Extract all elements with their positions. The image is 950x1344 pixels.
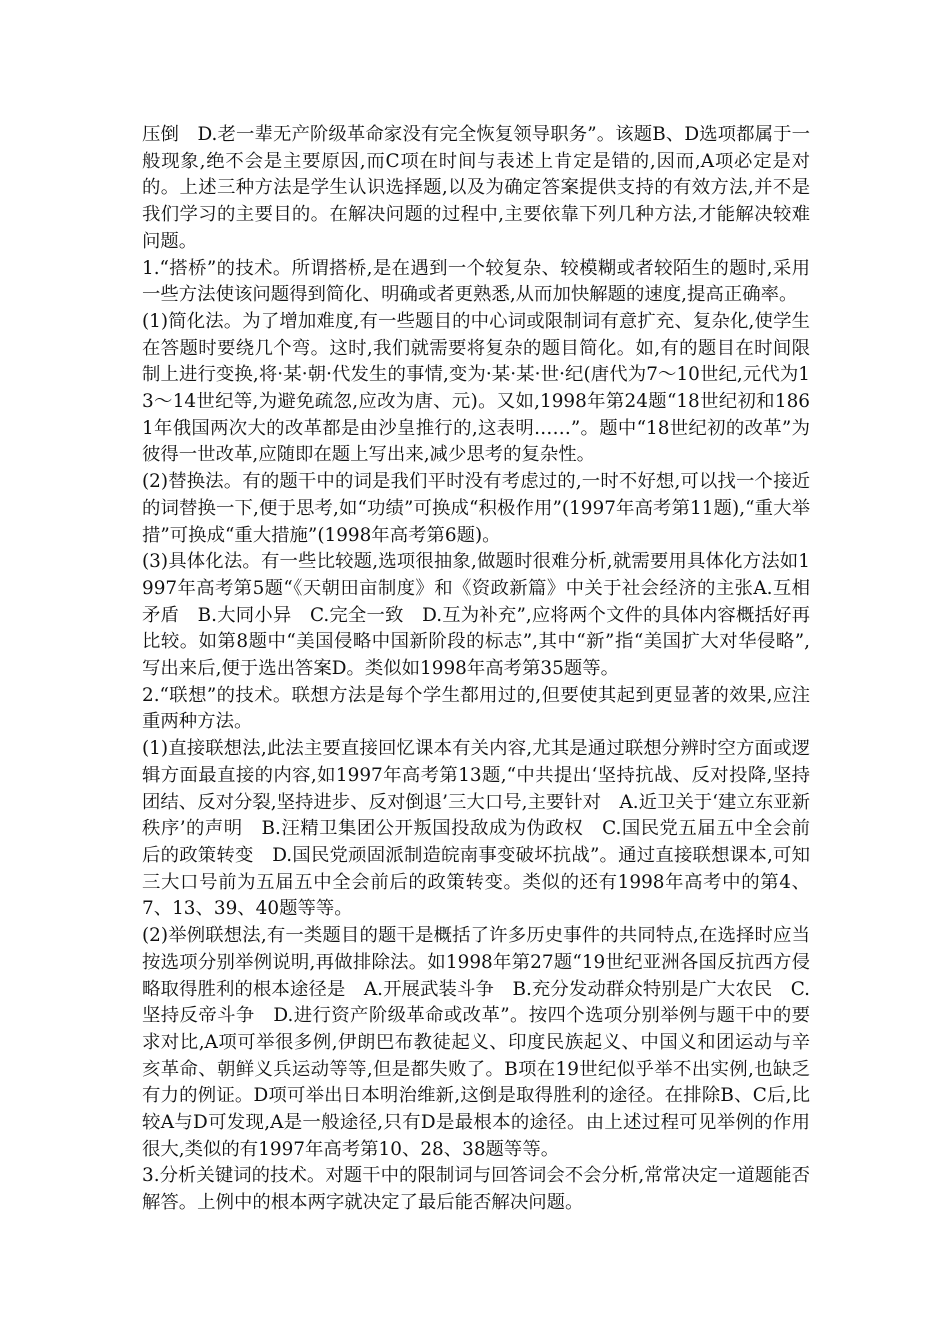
paragraph-keyword-analysis: 3.分析关键词的技术。对题干中的限制词与回答词会不会分析,常常决定一道题能否解答。上例中的根本两字就决定了最后能否解决问题。: [142, 1165, 810, 1214]
paragraph-bridging-technique: 1.“搭桥”的技术。所谓搭桥,是在遇到一个较复杂、较模糊或者较陌生的题时,采用一些方法使该问题得到简化、明确或者更熟悉,从而加快解题的速度,提高正确率。: [142, 257, 810, 306]
paragraph-direct-association: (1)直接联想法,此法主要直接回忆课本有关内容,尤其是通过联想分辨时空方面或逻辑方面最直接的内容,如1997年高考第13题,“中共提出‘坚持抗战、反对投降,坚持团结、反对分裂,坚持进步、反对倒退’三大口号,主要针对 A.近卫关于‘建立东亚新秩序’的声明 B.汪精卫集团公开叛国投敌成为伪政权 C.国民党五届五中全会前后的政策转变 D.国民党顽固派制造皖南事变破坏抗战”。通过直接联想课本,可知三大口号前为五届五中全会前后的政策转变。类似的还有1998年高考中的第4、7、13、39、40题等等。: [142, 738, 810, 920]
paragraph-substitution-method: (2)替换法。有的题干中的词是我们平时没有考虑过的,一时不好想,可以找一个接近的词替换一下,便于思考,如“功绩”可换成“积极作用”(1997年高考第11题),“重大举措”可换成“重大措施”(1998年高考第6题)。: [142, 471, 810, 546]
paragraph-intro-continuation: 压倒 D.老一辈无产阶级革命家没有完全恢复领导职务”。该题B、D选项都属于一般现象,绝不会是主要原因,而C项在时间与表述上肯定是错的,因而,A项必定是对的。上述三种方法是学生认识选择题,以及为确定答案提供支持的有效方法,并不是我们学习的主要目的。在解决问题的过程中,主要依靠下列几种方法,才能解决较难问题。: [142, 124, 810, 252]
paragraph-concretization-method: (3)具体化法。有一些比较题,选项很抽象,做题时很难分析,就需要用具体化方法如1997年高考第5题“《天朝田亩制度》和《资政新篇》中关于社会经济的主张A.互相矛盾 B.大同小异 C.完全一致 D.互为补充”,应将两个文件的具体内容概括好再比较。如第8题中“美国侵略中国新阶段的标志”,其中“新”指“美国扩大对华侵略”,写出来后,便于选出答案D。类似如1998年高考第35题等。: [142, 551, 810, 680]
document-page: [142, 122, 810, 1217]
paragraph-simplification-method: (1)简化法。为了增加难度,有一些题目的中心词或限制词有意扩充、复杂化,使学生在答题时要绕几个弯。这时,我们就需要将复杂的题目简化。如,有的题目在时间限制上进行变换,将·某·朝·代发生的事情,变为·某·某·世·纪(唐代为7～10世纪,元代为13～14世纪等,为避免疏忽,应改为唐、元)。又如,1998年第24题“18世纪初和1861年俄国两次大的改革都是由沙皇推行的,这表明……”。题中“18世纪初的改革”为彼得一世改革,应随即在题上写出来,减少思考的复杂性。: [142, 310, 810, 466]
paragraph-example-association: (2)举例联想法,有一类题目的题干是概括了许多历史事件的共同特点,在选择时应当按选项分别举例说明,再做排除法。如1998年第27题“19世纪亚洲各国反抗西方侵略取得胜利的根本途径是 A.开展武装斗争 B.充分发动群众特别是广大农民 C.坚持反帝斗争 D.进行资产阶级革命或改革”。按四个选项分别举例与题干中的要求对比,A项可举很多例,伊朗巴布教徒起义、印度民族起义、中国义和团运动与辛亥革命、朝鲜义兵运动等等,但是都失败了。B项在19世纪似乎举不出实例,也缺乏有力的例证。D项可举出日本明治维新,这倒是取得胜利的途径。在排除B、C后,比较A与D可发现,A是一般途径,只有D是最根本的途径。由上述过程可见举例的作用很大,类似的有1997年高考第10、28、38题等等。: [142, 925, 810, 1160]
paragraph-association-technique: 2.“联想”的技术。联想方法是每个学生都用过的,但要使其起到更显著的效果,应注重两种方法。: [142, 684, 810, 733]
